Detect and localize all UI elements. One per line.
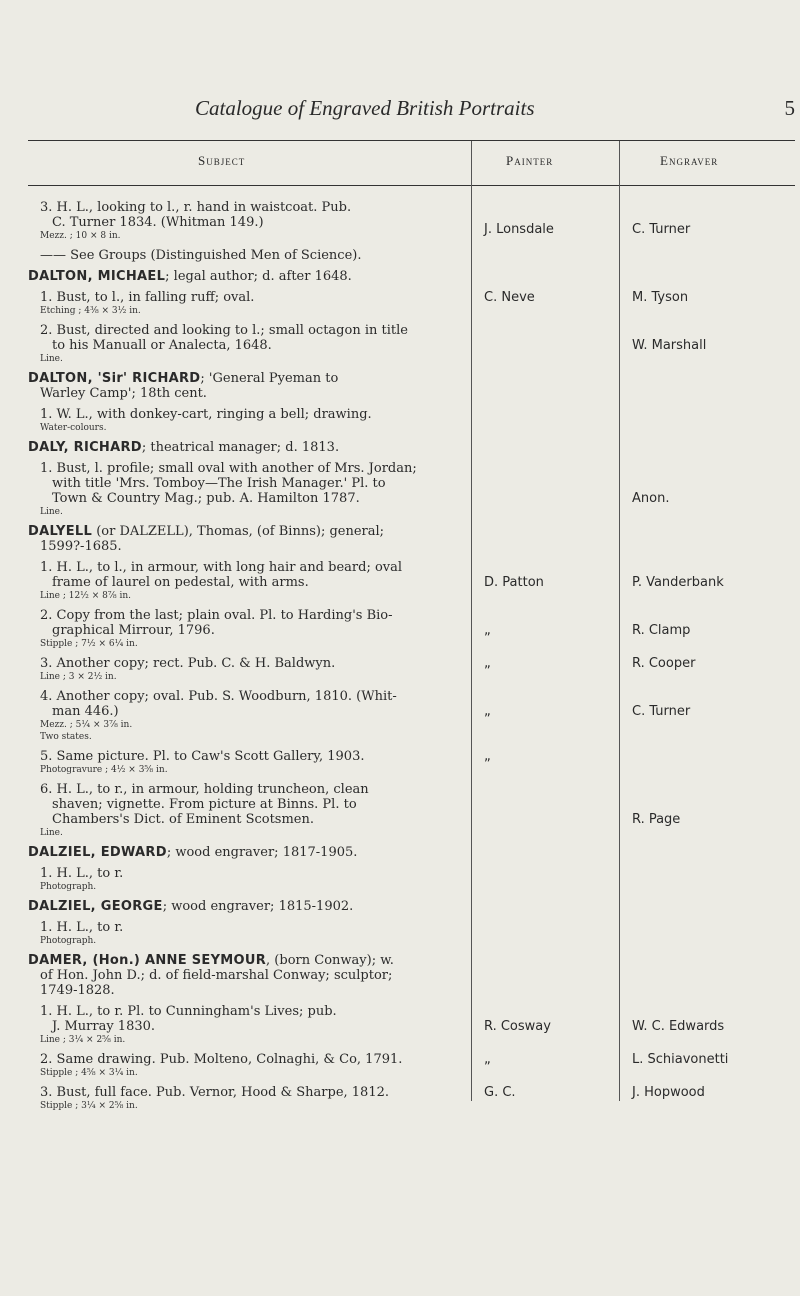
heading-line (28, 953, 462, 968)
technique-note: Photograph. (40, 882, 97, 892)
subject-cell (28, 371, 462, 407)
sitter-name: DAMER, (Hon.) ANNE SEYMOUR (28, 953, 267, 968)
heading-continuation: Warley Camp'; 18th cent. (40, 386, 207, 401)
catalogue-entry (28, 290, 795, 317)
engraver-cell: W. Marshall (632, 338, 707, 353)
catalogue-entry (28, 920, 795, 947)
description-line: to his Manuall or Analecta, 1648. (52, 338, 272, 353)
subject-cell (28, 200, 462, 242)
sitter-description: ; legal author; d. after 1648. (165, 269, 352, 284)
running-header (195, 96, 795, 121)
description-line: 1. H. L., to r. Pl. to Cunningham's Lives; pub. (40, 1004, 337, 1019)
engraver-cell: P. Vanderbank (632, 575, 724, 590)
entry-heading (28, 953, 795, 1004)
sitter-name: DALZIEL, GEORGE (28, 899, 163, 914)
subject-cell (28, 689, 462, 743)
entry-heading (28, 845, 795, 866)
heading-line (28, 524, 462, 539)
technique-note: Stipple ; 7½ × 6¼ in. (40, 639, 138, 649)
painter-cell: „ (484, 704, 491, 719)
painter-cell: „ (484, 623, 491, 638)
engraver-cell: R. Clamp (632, 623, 691, 638)
description-line: with title 'Mrs. Tomboy—The Irish Manager.' Pl. to (52, 476, 386, 491)
painter-cell: „ (484, 656, 491, 671)
subject-cell (28, 782, 462, 839)
description-line: 2. Bust, directed and looking to l.; small octagon in title (40, 323, 408, 338)
painter-cell: R. Cosway (484, 1019, 551, 1034)
description-line: Chambers's Dict. of Eminent Scotsmen. (52, 812, 314, 827)
catalogue-entry (28, 1004, 795, 1046)
catalogue-entry (28, 461, 795, 518)
subject-cell (28, 290, 462, 317)
technique-note: Water-colours. (40, 423, 107, 433)
catalogue-entry (28, 200, 795, 242)
description-line: 3. Bust, full face. Pub. Vernor, Hood & Sharpe, 1812. (40, 1085, 390, 1100)
sitter-name: DALTON, MICHAEL (28, 269, 166, 284)
sitter-description: , (born Conway); w. (266, 953, 394, 968)
subject-cell (28, 845, 462, 866)
catalogue-entry (28, 323, 795, 365)
technique-note: Line. (40, 354, 63, 364)
engraver-cell: R. Cooper (632, 656, 696, 671)
painter-cell: C. Neve (484, 290, 535, 305)
technique-note: Etching ; 4⅜ × 3½ in. (40, 306, 141, 316)
heading-line (28, 440, 462, 455)
description-line: 6. H. L., to r., in armour, holding truncheon, clean (40, 782, 369, 797)
subject-cell (28, 953, 462, 1004)
heading-line (28, 845, 462, 860)
description-line: 1. Bust, to l., in falling ruff; oval. (40, 290, 255, 305)
entry-heading (28, 524, 795, 560)
catalogue-entry (28, 407, 795, 434)
description-line: shaven; vignette. From picture at Binns. Pl. to (52, 797, 357, 812)
sitter-description: ; wood engraver; 1817-1905. (166, 845, 358, 860)
sitter-description: ; 'General Pyeman to (200, 371, 339, 386)
subject-cell (28, 1004, 462, 1046)
technique-note: Mezz. ; 10 × 8 in. (40, 231, 121, 241)
engraver-cell: L. Schiavonetti (632, 1052, 729, 1067)
technique-note: Photograph. (40, 936, 97, 946)
subject-cell (28, 920, 462, 947)
technique-note: Line ; 12½ × 8⅞ in. (40, 591, 132, 601)
running-title: Catalogue of Engraved British Portraits (195, 96, 535, 120)
heading-continuation: 1749-1828. (40, 983, 115, 998)
technique-note: Line. (40, 507, 63, 517)
description-line: 3. H. L., looking to l., r. hand in waistcoat. Pub. (40, 200, 352, 215)
heading-continuation: of Hon. John D.; d. of field-marshal Conway; sculptor; (40, 968, 393, 983)
sitter-name: DALY, RICHARD (28, 440, 142, 455)
col-painter: Painter (506, 153, 554, 168)
catalogue-entry (28, 560, 795, 602)
subject-cell (28, 461, 462, 518)
technique-note: Stipple ; 3¼ × 2⅝ in. (40, 1101, 138, 1111)
sitter-description: ; wood engraver; 1815-1902. (162, 899, 354, 914)
painter-cell: „ (484, 1052, 491, 1067)
technique-note: Stipple ; 4⅝ × 3¼ in. (40, 1068, 138, 1078)
states-note: Two states. (40, 732, 92, 742)
engraver-cell: C. Turner (632, 222, 691, 237)
subject-cell (28, 749, 462, 776)
subject-cell (28, 866, 462, 893)
subject-cell (28, 1052, 462, 1079)
catalogue-entry (28, 866, 795, 893)
column-headers (28, 141, 795, 186)
description-line: graphical Mirrour, 1796. (52, 623, 215, 638)
engraver-cell: M. Tyson (632, 290, 689, 305)
catalogue-entry (28, 749, 795, 776)
engraver-cell: W. C. Edwards (632, 1019, 725, 1034)
description-line: 5. Same picture. Pl. to Caw's Scott Gallery, 1903. (40, 749, 365, 764)
description-line: J. Murray 1830. (52, 1019, 156, 1034)
description-line: 1. W. L., with donkey-cart, ringing a bell; drawing. (40, 407, 372, 422)
subject-cell (28, 899, 462, 920)
subject-cell (28, 656, 462, 683)
sitter-name: DALYELL (28, 524, 93, 539)
description-line: 3. Another copy; rect. Pub. C. & H. Baldwyn. (40, 656, 336, 671)
description-line: frame of laurel on pedestal, with arms. (52, 575, 309, 590)
painter-cell: J. Lonsdale (484, 222, 554, 237)
description-line: 1. Bust, l. profile; small oval with another of Mrs. Jordan; (40, 461, 417, 476)
heading-line (28, 899, 462, 914)
entry-heading (28, 269, 795, 290)
subject-cell (28, 248, 462, 269)
description-line: 1. H. L., to l., in armour, with long hair and beard; oval (40, 560, 403, 575)
sitter-description: (or DALZELL), Thomas, (of Binns); general; (92, 524, 385, 539)
catalogue-entry (28, 656, 795, 683)
subject-cell (28, 440, 462, 461)
technique-note: Mezz. ; 5¼ × 3⅞ in. (40, 720, 133, 730)
catalogue-entry (28, 1085, 795, 1112)
engraver-cell: R. Page (632, 812, 681, 827)
subject-cell (28, 1085, 462, 1112)
subject-cell (28, 524, 462, 560)
technique-note: Line ; 3¼ × 2⅝ in. (40, 1035, 126, 1045)
heading-line (28, 371, 462, 386)
col-engraver: Engraver (660, 153, 719, 168)
description-line: C. Turner 1834. (Whitman 149.) (52, 215, 264, 230)
subject-cell (28, 323, 462, 365)
engraver-cell: C. Turner (632, 704, 691, 719)
subject-cell (28, 269, 462, 290)
painter-cell: D. Patton (484, 575, 544, 590)
description-line: 1. H. L., to r. (40, 866, 124, 881)
page-number: 5 (784, 96, 795, 120)
subject-cell (28, 608, 462, 650)
col-subject: Subject (198, 153, 246, 168)
sitter-description: ; theatrical manager; d. 1813. (141, 440, 340, 455)
sitter-name: DALZIEL, EDWARD (28, 845, 167, 860)
engraver-cell: J. Hopwood (632, 1085, 705, 1100)
heading-continuation: 1599?-1685. (40, 539, 122, 554)
catalogue-entry (28, 782, 795, 839)
catalogue-entry (28, 1052, 795, 1079)
description-line: man 446.) (52, 704, 119, 719)
description-line: —— See Groups (Distinguished Men of Science). (40, 248, 362, 263)
catalogue-entry (28, 608, 795, 650)
description-line: Town & Country Mag.; pub. A. Hamilton 1787. (52, 491, 360, 506)
subject-cell (28, 407, 462, 434)
entries-list (28, 186, 795, 1112)
technique-note: Line. (40, 828, 63, 838)
technique-note: Line ; 3 × 2½ in. (40, 672, 117, 682)
catalogue-table (28, 140, 795, 1118)
description-line: 1. H. L., to r. (40, 920, 124, 935)
entry-heading (28, 440, 795, 461)
description-line: 2. Copy from the last; plain oval. Pl. to Harding's Bio- (40, 608, 393, 623)
entry-heading (28, 371, 795, 407)
entry-heading (28, 899, 795, 920)
catalogue-entry (28, 689, 795, 743)
catalogue-entry (28, 248, 795, 269)
sitter-name: DALTON, 'Sir' RICHARD (28, 371, 201, 386)
painter-cell: G. C. (484, 1085, 516, 1100)
subject-cell (28, 560, 462, 602)
engraver-cell: Anon. (632, 491, 670, 506)
description-line: 2. Same drawing. Pub. Molteno, Colnaghi, & Co, 1791. (40, 1052, 403, 1067)
technique-note: Photogravure ; 4½ × 3⅝ in. (40, 765, 168, 775)
heading-line (28, 269, 462, 284)
description-line: 4. Another copy; oval. Pub. S. Woodburn, 1810. (Whit- (40, 689, 397, 704)
painter-cell: „ (484, 749, 491, 764)
